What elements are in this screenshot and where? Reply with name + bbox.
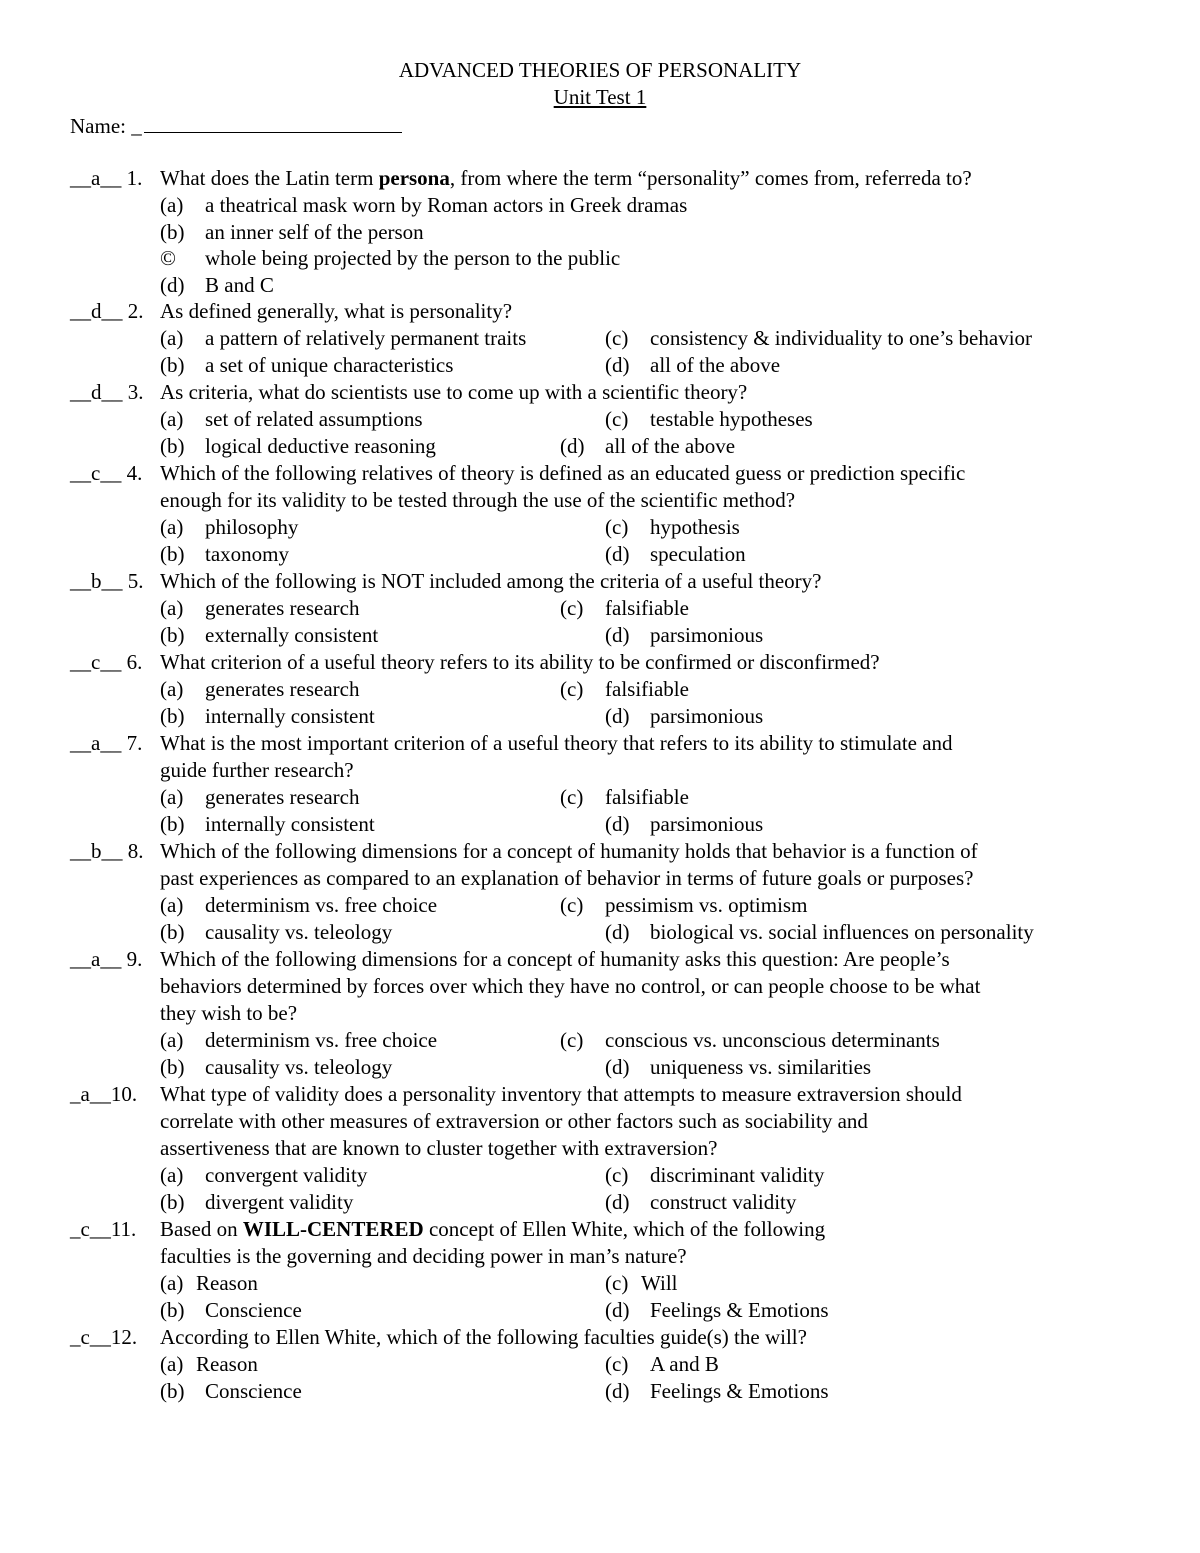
answer-key: __a__ 1. (70, 166, 143, 190)
option: (c) conscious vs. unconscious determinants (560, 1028, 940, 1052)
question-2 (70, 298, 1180, 379)
question-text: Which of the following dimensions for a concept of humanity holds that behavior is a function of (160, 839, 978, 863)
option: (a) set of related assumptions (160, 407, 423, 431)
option: (a) determinism vs. free choice (160, 893, 438, 917)
question-text: What criterion of a useful theory refers to its ability to be confirmed or disconfirmed? (160, 650, 880, 674)
option: (d) parsimonious (605, 812, 764, 836)
option: (d) Feelings & Emotions (605, 1298, 829, 1322)
option: (c) discriminant validity (605, 1163, 825, 1187)
answer-key: __a__ 7. (70, 731, 143, 755)
option: (a) a pattern of relatively permanent traits (160, 326, 527, 350)
question-3 (70, 379, 1180, 460)
question-text: What does the Latin term persona, from where the term “personality” comes from, referreda to? (160, 166, 972, 190)
question-text: What type of validity does a personality inventory that attempts to measure extraversion should (160, 1082, 962, 1106)
question-text: As defined generally, what is personality? (160, 299, 513, 323)
question-text: According to Ellen White, which of the following faculties guide(s) the will? (160, 1325, 807, 1349)
option: (a) Reason (160, 1271, 258, 1295)
option: (c) A and B (605, 1352, 719, 1376)
option: (b) causality vs. teleology (160, 920, 393, 944)
answer-key: _a__10. (70, 1082, 138, 1106)
option: (d) uniqueness vs. similarities (605, 1055, 872, 1079)
option: (c) falsifiable (560, 785, 689, 809)
name-blank-line (144, 112, 402, 133)
question-5 (70, 568, 1180, 649)
question-emphasis: persona (378, 166, 450, 190)
question-text-continued: past experiences as compared to an explanation of behavior in terms of future goals or purposes? (160, 866, 974, 890)
question-10 (70, 1081, 1180, 1216)
name-field (70, 112, 402, 140)
option: (c) consistency & individuality to one’s behavior (605, 326, 1033, 350)
answer-key: _c__12. (70, 1325, 138, 1349)
name-label: Name: _ (70, 114, 142, 138)
question-text-continued: guide further research? (160, 758, 354, 782)
option: (b) internally consistent (160, 812, 375, 836)
page-subtitle: Unit Test 1 (553, 85, 647, 109)
option: (c) Will (605, 1271, 678, 1295)
option: (b) divergent validity (160, 1190, 354, 1214)
option: (b) Conscience (160, 1379, 302, 1403)
page-title: ADVANCED THEORIES OF PERSONALITY (398, 58, 802, 82)
option: (a) generates research (160, 677, 360, 701)
option: (d) biological vs. social influences on personality (605, 920, 1034, 944)
question-9 (70, 946, 1180, 1081)
question-text: Which of the following is NOT included among the criteria of a useful theory? (160, 569, 822, 593)
option: (c) testable hypotheses (605, 407, 813, 431)
question-7 (70, 730, 1180, 838)
question-emphasis: WILL-CENTERED (242, 1217, 424, 1241)
option: (b) taxonomy (160, 542, 289, 566)
answer-key: __b__ 5. (70, 569, 144, 593)
option: (b) externally consistent (160, 623, 379, 647)
question-4 (70, 460, 1180, 568)
option: (a) generates research (160, 596, 360, 620)
answer-key: __c__ 4. (70, 461, 143, 485)
question-list (70, 165, 1180, 1405)
option: (d) all of the above (560, 434, 736, 458)
option: (d) construct validity (605, 1190, 797, 1214)
question-8 (70, 838, 1180, 946)
option: © whole being projected by the person to the public (160, 246, 621, 270)
question-6 (70, 649, 1180, 730)
option: (b) Conscience (160, 1298, 302, 1322)
option: (c) hypothesis (605, 515, 740, 539)
option: (d) speculation (605, 542, 746, 566)
answer-key: __c__ 6. (70, 650, 143, 674)
option: (b) causality vs. teleology (160, 1055, 393, 1079)
question-text: Which of the following dimensions for a concept of humanity asks this question: Are people’s (160, 947, 950, 971)
option: (a) a theatrical mask worn by Roman actors in Greek dramas (160, 193, 688, 217)
question-text: As criteria, what do scientists use to come up with a scientific theory? (160, 380, 748, 404)
question-1 (70, 165, 1180, 298)
option: (d) B and C (160, 272, 274, 297)
option: (c) falsifiable (560, 596, 689, 620)
question-text: Which of the following relatives of theory is defined as an educated guess or prediction specific (160, 461, 966, 485)
option: (a) philosophy (160, 515, 299, 539)
option: (b) logical deductive reasoning (160, 434, 436, 458)
question-text-continued: faculties is the governing and deciding power in man’s nature? (160, 1244, 687, 1268)
option: (d) parsimonious (605, 623, 764, 647)
question-text-continued: correlate with other measures of extraversion or other factors such as sociability and (160, 1109, 868, 1133)
answer-key: __b__ 8. (70, 839, 144, 863)
option: (c) falsifiable (560, 677, 689, 701)
option: (b) internally consistent (160, 704, 375, 728)
answer-key: __d__ 3. (70, 380, 144, 404)
question-text-continued: enough for its validity to be tested through the use of the scientific method? (160, 488, 796, 512)
option: (d) parsimonious (605, 704, 764, 728)
question-12 (70, 1324, 1180, 1405)
option: (d) all of the above (605, 353, 781, 377)
question-text-continued: assertiveness that are known to cluster together with extraversion? (160, 1136, 718, 1160)
question-text: What is the most important criterion of a useful theory that refers to its ability to stimulate and (160, 731, 953, 755)
question-text: Based on WILL-CENTERED concept of Ellen White, which of the following (160, 1217, 826, 1241)
question-text-continued: they wish to be? (160, 1001, 298, 1025)
option: (a) determinism vs. free choice (160, 1028, 438, 1052)
question-11 (70, 1216, 1180, 1324)
option: (a) generates research (160, 785, 360, 809)
answer-key: __d__ 2. (70, 299, 144, 323)
option: (c) pessimism vs. optimism (560, 893, 808, 917)
option: (d) Feelings & Emotions (605, 1379, 829, 1403)
answer-key: __a__ 9. (70, 947, 143, 971)
option: (b) a set of unique characteristics (160, 353, 454, 377)
option: (b) an inner self of the person (160, 219, 424, 244)
option: (a) Reason (160, 1352, 258, 1376)
answer-key: _c__11. (70, 1217, 137, 1241)
option: (a) convergent validity (160, 1163, 368, 1187)
question-text-continued: behaviors determined by forces over which they have no control, or can people choose to be what (160, 974, 981, 998)
